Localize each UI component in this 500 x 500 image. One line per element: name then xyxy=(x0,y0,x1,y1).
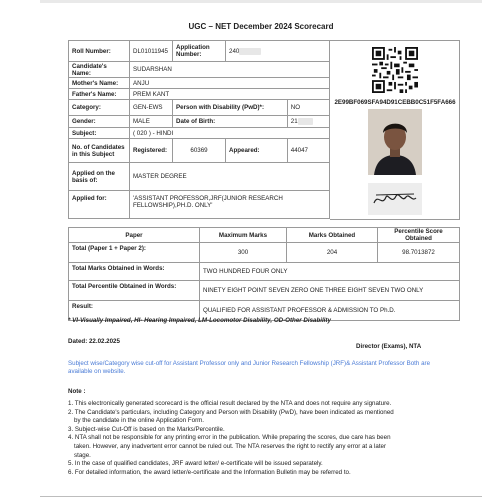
note-item: 2. The Candidate's particulars, including Category and Person with Disability (PwD), have been indicated as mentioned xyxy=(68,408,394,416)
note-item: 4. NTA shall not be responsible for any printing error in the publication. While preparing the scores, due care has been xyxy=(68,434,391,442)
marks-table xyxy=(68,227,460,321)
gender-value: MALE xyxy=(130,116,173,128)
category-label: Category: xyxy=(69,100,130,116)
category-value: GEN-EWS xyxy=(130,100,173,116)
father-name-value: PREM KANT xyxy=(130,89,330,100)
candidate-photo xyxy=(368,109,422,175)
father-name-label: Father's Name: xyxy=(69,89,130,100)
max-marks-header: Maximum Marks xyxy=(200,228,287,243)
applied-for-value: 'ASSISTANT PROFESSOR,JRF(JUNIOR RESEARCH FELLOWSHIP),PH.D. ONLY' xyxy=(130,191,330,219)
candidate-name-label: Candidate's Name: xyxy=(69,62,130,78)
percentile-words-value: NINETY EIGHT POINT SEVEN ZERO ONE THREE EIGHT SEVEN TWO ONLY xyxy=(200,281,460,301)
scorecard-title: UGC – NET December 2024 Scorecard xyxy=(188,22,334,31)
mother-name-value: ANJU xyxy=(130,78,330,89)
registered-value: 60369 xyxy=(173,139,226,163)
top-divider xyxy=(40,0,482,3)
candidate-signature xyxy=(368,183,422,215)
candidate-name-value: SUDARSHAN xyxy=(130,62,330,78)
redacted-text xyxy=(239,48,261,55)
redacted-text xyxy=(298,118,313,125)
disability-footnote: * VI-Visually Impaired, HI- Hearing Impaired, LM-Locomotor Disability, OD-Other Disability xyxy=(68,317,331,324)
note-heading: Note : xyxy=(68,388,86,395)
candidates-count-label: No. of Candidates in this Subject xyxy=(69,139,130,163)
qr-code-icon xyxy=(372,47,418,93)
applied-basis-label: Applied on the basis of: xyxy=(69,163,130,191)
marks-obtained-header: Marks Obtained xyxy=(287,228,378,243)
note-item: 6. For detailed information, the award letter/e-certificate and the Information Bulletin may be referred to. xyxy=(68,468,351,476)
roll-label: Roll Number: xyxy=(69,41,130,62)
percentile-words-label: Total Percentile Obtained in Words: xyxy=(69,281,200,301)
notes-list xyxy=(68,400,468,477)
note-item: 3. Subject-wise Cut-Off is based on the Marks/Percentile. xyxy=(68,425,225,433)
max-marks-value: 300 xyxy=(200,243,287,263)
result-label: Result: xyxy=(69,301,200,321)
appeared-value: 44047 xyxy=(287,139,329,163)
appeared-label: Appeared: xyxy=(226,139,288,163)
application-number-label: Application Number: xyxy=(173,41,226,62)
percentile-value: 98.7013872 xyxy=(378,243,460,263)
marks-obtained-value: 204 xyxy=(287,243,378,263)
pwd-label: Person with Disability (PwD)*: xyxy=(173,100,288,116)
note-item: 1. This electronically generated scorecard is the official result declared by the NTA and does not require any signature. xyxy=(68,400,392,407)
applied-for-label: Applied for: xyxy=(69,191,130,219)
pwd-value: NO xyxy=(287,100,329,116)
document-hash: 2E99BF069SFA94D91CEBB0C51F5FA666 xyxy=(334,99,456,106)
note-item: taken. However, any inadvertent error cannot be ruled out. The NTA reserves the right to rectify any error at a later xyxy=(74,442,387,450)
photo-qr-panel xyxy=(330,40,460,220)
note-item: 5. In the case of qualified candidates, JRF award letter/ e-certificate will be issued separately. xyxy=(68,460,323,468)
bottom-divider xyxy=(40,496,482,497)
total-label: Total (Paper 1 + Paper 2): xyxy=(69,243,200,263)
note-item: stage. xyxy=(74,451,91,459)
registered-label: Registered: xyxy=(130,139,173,163)
scorecard-document xyxy=(40,0,482,500)
applied-basis-value: MASTER DEGREE xyxy=(130,163,330,191)
dob-label: Date of Birth: xyxy=(173,116,288,128)
roll-value: DL01011945 xyxy=(130,41,173,62)
gender-label: Gender: xyxy=(69,116,130,128)
note-item: by the candidate in the online Application Form. xyxy=(74,417,205,425)
percentile-header: Percentile Score Obtained xyxy=(378,228,460,243)
application-number-value: 240 xyxy=(226,41,330,62)
paper-header: Paper xyxy=(69,228,200,243)
cutoff-note: Subject wise/Category wise cut-off for Assistant Professor only and Junior Research Fellowship (JRF)& Assistant Professor Both are available on website. xyxy=(68,360,431,375)
dated-text: Dated: 22.02.2025 xyxy=(68,338,120,345)
subject-label: Subject: xyxy=(69,128,130,139)
marks-words-label: Total Marks Obtained in Words: xyxy=(69,263,200,281)
dob-value: 21 xyxy=(287,116,329,128)
result-value: QUALIFIED FOR ASSISTANT PROFESSOR & ADMISSION TO Ph.D. xyxy=(200,301,460,321)
candidate-info-table xyxy=(68,40,330,219)
mother-name-label: Mother's Name: xyxy=(69,78,130,89)
marks-words-value: TWO HUNDRED FOUR ONLY xyxy=(200,263,460,281)
subject-value: ( 020 ) - HINDI xyxy=(130,128,330,139)
director-text: Director (Exams), NTA xyxy=(356,343,422,350)
